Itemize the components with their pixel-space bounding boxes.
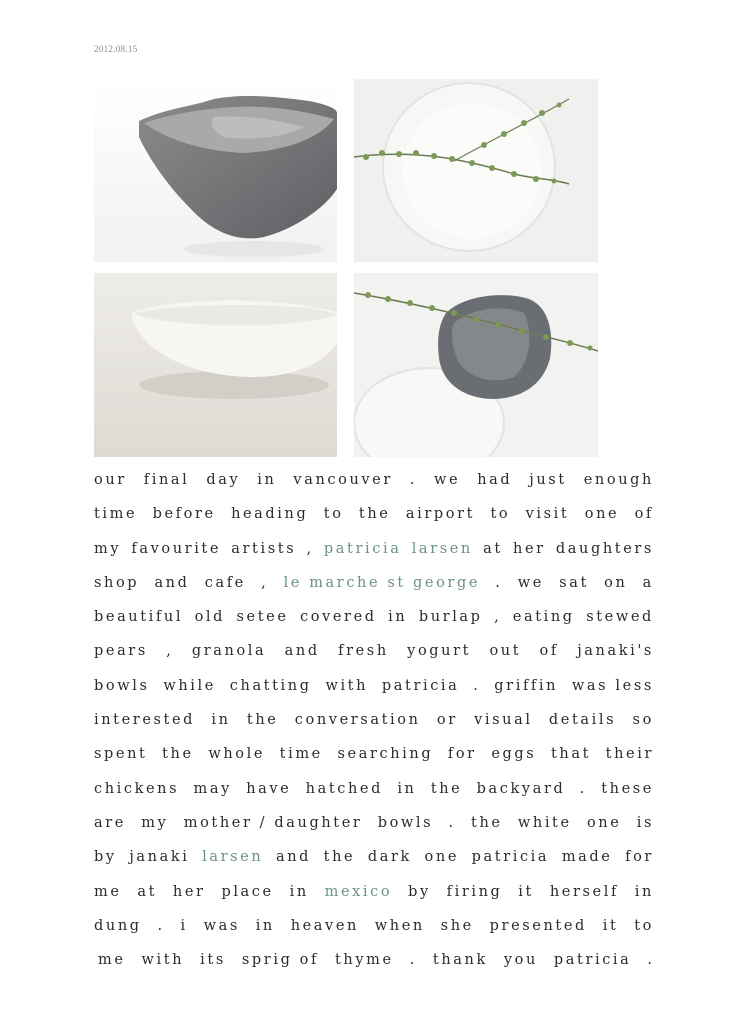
text-word: or bbox=[436, 712, 458, 729]
text-word: in bbox=[397, 780, 417, 797]
text-word: patricia bbox=[553, 952, 632, 969]
text-word: conversation bbox=[294, 712, 421, 729]
text-word: that bbox=[550, 746, 592, 763]
text-word: me bbox=[98, 952, 126, 969]
text-word: enough bbox=[583, 472, 654, 488]
text-word: at bbox=[137, 883, 158, 900]
text-word: daughters bbox=[555, 540, 654, 557]
text-word: one bbox=[424, 849, 459, 866]
text-word: , bbox=[166, 643, 174, 660]
text-word: we bbox=[434, 472, 461, 488]
text-word: whole bbox=[208, 746, 266, 763]
text-line bbox=[94, 672, 654, 706]
text-word: me bbox=[94, 883, 122, 900]
text-word: old bbox=[194, 609, 226, 626]
text-word: thyme bbox=[334, 952, 394, 969]
text-word: may bbox=[193, 780, 232, 797]
text-word: in bbox=[257, 472, 277, 488]
text-word: out bbox=[489, 643, 522, 660]
text-word: place bbox=[221, 883, 274, 900]
text-word: made bbox=[561, 849, 613, 866]
text-word: . bbox=[448, 814, 456, 831]
text-word: was less bbox=[571, 677, 654, 694]
text-word: bowls bbox=[377, 814, 434, 831]
text-word: the bbox=[323, 849, 356, 866]
text-word: it bbox=[602, 917, 619, 934]
text-word: while bbox=[163, 677, 216, 694]
text-word: by bbox=[94, 849, 117, 866]
text-line bbox=[94, 878, 654, 912]
text-word: is bbox=[636, 814, 654, 831]
text-word: for bbox=[625, 849, 654, 866]
text-word: chatting bbox=[229, 677, 312, 694]
text-word: of bbox=[539, 643, 559, 660]
text-word: janaki bbox=[129, 849, 190, 866]
text-word: bowls bbox=[94, 677, 150, 694]
white-bowl-side-photo bbox=[94, 273, 337, 457]
text-word: final bbox=[143, 472, 190, 488]
text-word: when bbox=[374, 917, 425, 934]
text-word: the bbox=[471, 814, 503, 831]
text-word: to bbox=[634, 917, 654, 934]
text-word: burlap bbox=[418, 609, 483, 626]
text-word: searching bbox=[337, 746, 434, 763]
text-word: yogurt bbox=[407, 643, 472, 660]
text-word: shop bbox=[94, 574, 140, 591]
post-body-text bbox=[94, 466, 654, 980]
text-word: her bbox=[513, 540, 546, 557]
text-word: of bbox=[634, 506, 654, 523]
text-word: the bbox=[358, 506, 391, 523]
text-word: details bbox=[548, 712, 617, 729]
text-word: and bbox=[154, 574, 190, 591]
text-word: a bbox=[642, 574, 654, 591]
text-word: fresh bbox=[338, 643, 389, 660]
text-word: sat bbox=[559, 574, 589, 591]
text-word: presented bbox=[489, 917, 587, 934]
text-word: dung bbox=[94, 917, 142, 934]
text-word: was bbox=[203, 917, 240, 934]
text-word: janaki's bbox=[577, 643, 654, 660]
text-line bbox=[94, 603, 654, 637]
text-word: hatched bbox=[305, 780, 383, 797]
text-word: . bbox=[495, 574, 503, 591]
text-word: setee bbox=[236, 609, 289, 626]
text-word: in bbox=[289, 883, 309, 900]
text-word: at bbox=[483, 540, 503, 557]
text-word: so bbox=[632, 712, 654, 729]
text-word: i bbox=[180, 917, 188, 934]
text-word: patricia bbox=[381, 677, 460, 694]
text-word: by bbox=[408, 883, 431, 900]
text-line bbox=[94, 775, 654, 809]
text-word: thank bbox=[432, 952, 488, 969]
text-word: sprig of bbox=[241, 952, 319, 969]
text-line bbox=[94, 500, 654, 534]
text-word: in bbox=[255, 917, 275, 934]
text-line bbox=[94, 843, 654, 877]
text-word: for bbox=[447, 746, 477, 763]
white-plate-with-thyme-photo bbox=[354, 79, 598, 262]
text-word: herself bbox=[549, 883, 619, 900]
text-word: one bbox=[584, 506, 620, 523]
text-word: the bbox=[430, 780, 463, 797]
text-word: visit bbox=[525, 506, 570, 523]
text-word: . bbox=[579, 780, 587, 797]
text-line bbox=[94, 740, 654, 774]
text-word: patricia bbox=[471, 849, 550, 866]
text-word: mother / daughter bbox=[183, 814, 363, 831]
text-word: my bbox=[94, 540, 122, 557]
text-word: heaven bbox=[290, 917, 359, 934]
post-date: 2012.08.15 bbox=[94, 44, 138, 54]
text-word: in bbox=[634, 883, 654, 900]
text-word: you bbox=[503, 952, 538, 969]
dark-plate-over-white-plate-photo bbox=[354, 273, 598, 457]
text-word: , bbox=[261, 574, 269, 591]
text-word: cafe bbox=[204, 574, 246, 591]
text-link[interactable]: larsen bbox=[411, 540, 473, 557]
text-word: are bbox=[94, 814, 126, 831]
text-word: with bbox=[325, 677, 369, 694]
text-line bbox=[94, 535, 654, 569]
text-word: visual bbox=[474, 712, 533, 729]
text-word: with bbox=[141, 952, 185, 969]
text-word: eating bbox=[512, 609, 575, 626]
text-word: airport bbox=[405, 506, 476, 523]
text-line bbox=[94, 946, 654, 980]
text-word: artists bbox=[231, 540, 297, 557]
text-line bbox=[94, 569, 654, 603]
text-word: in bbox=[211, 712, 231, 729]
text-word: day bbox=[206, 472, 241, 488]
text-word: just bbox=[529, 472, 567, 488]
text-word: . bbox=[473, 677, 481, 694]
text-word: she bbox=[440, 917, 474, 934]
text-word: and bbox=[275, 849, 312, 866]
text-link[interactable]: le marche st george bbox=[283, 574, 481, 591]
text-word: one bbox=[586, 814, 622, 831]
text-word: have bbox=[246, 780, 292, 797]
text-word: , bbox=[494, 609, 502, 626]
text-word: had bbox=[477, 472, 513, 488]
dark-clay-bowl-photo bbox=[94, 79, 337, 262]
text-word: griffin bbox=[494, 677, 559, 694]
text-word: favourite bbox=[131, 540, 222, 557]
text-word: we bbox=[517, 574, 544, 591]
text-word: it bbox=[518, 883, 534, 900]
text-word: . bbox=[647, 952, 655, 969]
text-word: . bbox=[157, 917, 165, 934]
text-word: its bbox=[200, 952, 226, 969]
text-word: white bbox=[517, 814, 572, 831]
text-line bbox=[94, 466, 654, 500]
text-word: . bbox=[409, 952, 417, 969]
text-line bbox=[94, 706, 654, 740]
text-link[interactable]: patricia bbox=[323, 540, 402, 557]
text-word: her bbox=[172, 883, 206, 900]
text-word: and bbox=[284, 643, 320, 660]
text-word: . bbox=[409, 472, 418, 488]
text-link[interactable]: larsen bbox=[202, 849, 264, 866]
text-line bbox=[94, 809, 654, 843]
text-word: before bbox=[152, 506, 216, 523]
text-word: the bbox=[162, 746, 194, 763]
text-word: granola bbox=[191, 643, 267, 660]
text-word: covered bbox=[300, 609, 377, 626]
text-word: chickens bbox=[94, 780, 180, 797]
text-word: their bbox=[605, 746, 654, 763]
text-word: time bbox=[94, 506, 138, 523]
text-word: dark bbox=[367, 849, 412, 866]
text-word: time bbox=[279, 746, 323, 763]
text-word: interested bbox=[94, 712, 196, 729]
text-link[interactable]: mexico bbox=[324, 883, 393, 900]
text-word: eggs bbox=[491, 746, 537, 763]
text-word: heading bbox=[231, 506, 309, 523]
text-word: firing bbox=[446, 883, 503, 900]
text-word: vancouver bbox=[293, 472, 393, 488]
text-word: my bbox=[141, 814, 169, 831]
text-word: these bbox=[601, 780, 654, 797]
text-word: our bbox=[94, 472, 127, 488]
text-word: stewed bbox=[586, 609, 654, 626]
text-word: to bbox=[490, 506, 511, 523]
text-word: spent bbox=[94, 746, 148, 763]
text-word: pears bbox=[94, 643, 148, 660]
text-word: backyard bbox=[476, 780, 566, 797]
text-word: , bbox=[306, 540, 314, 557]
text-word: to bbox=[323, 506, 344, 523]
text-word: beautiful bbox=[94, 609, 184, 626]
text-line bbox=[94, 637, 654, 671]
text-word: on bbox=[604, 574, 628, 591]
text-line bbox=[94, 912, 654, 946]
text-word: the bbox=[246, 712, 279, 729]
text-word: in bbox=[388, 609, 408, 626]
